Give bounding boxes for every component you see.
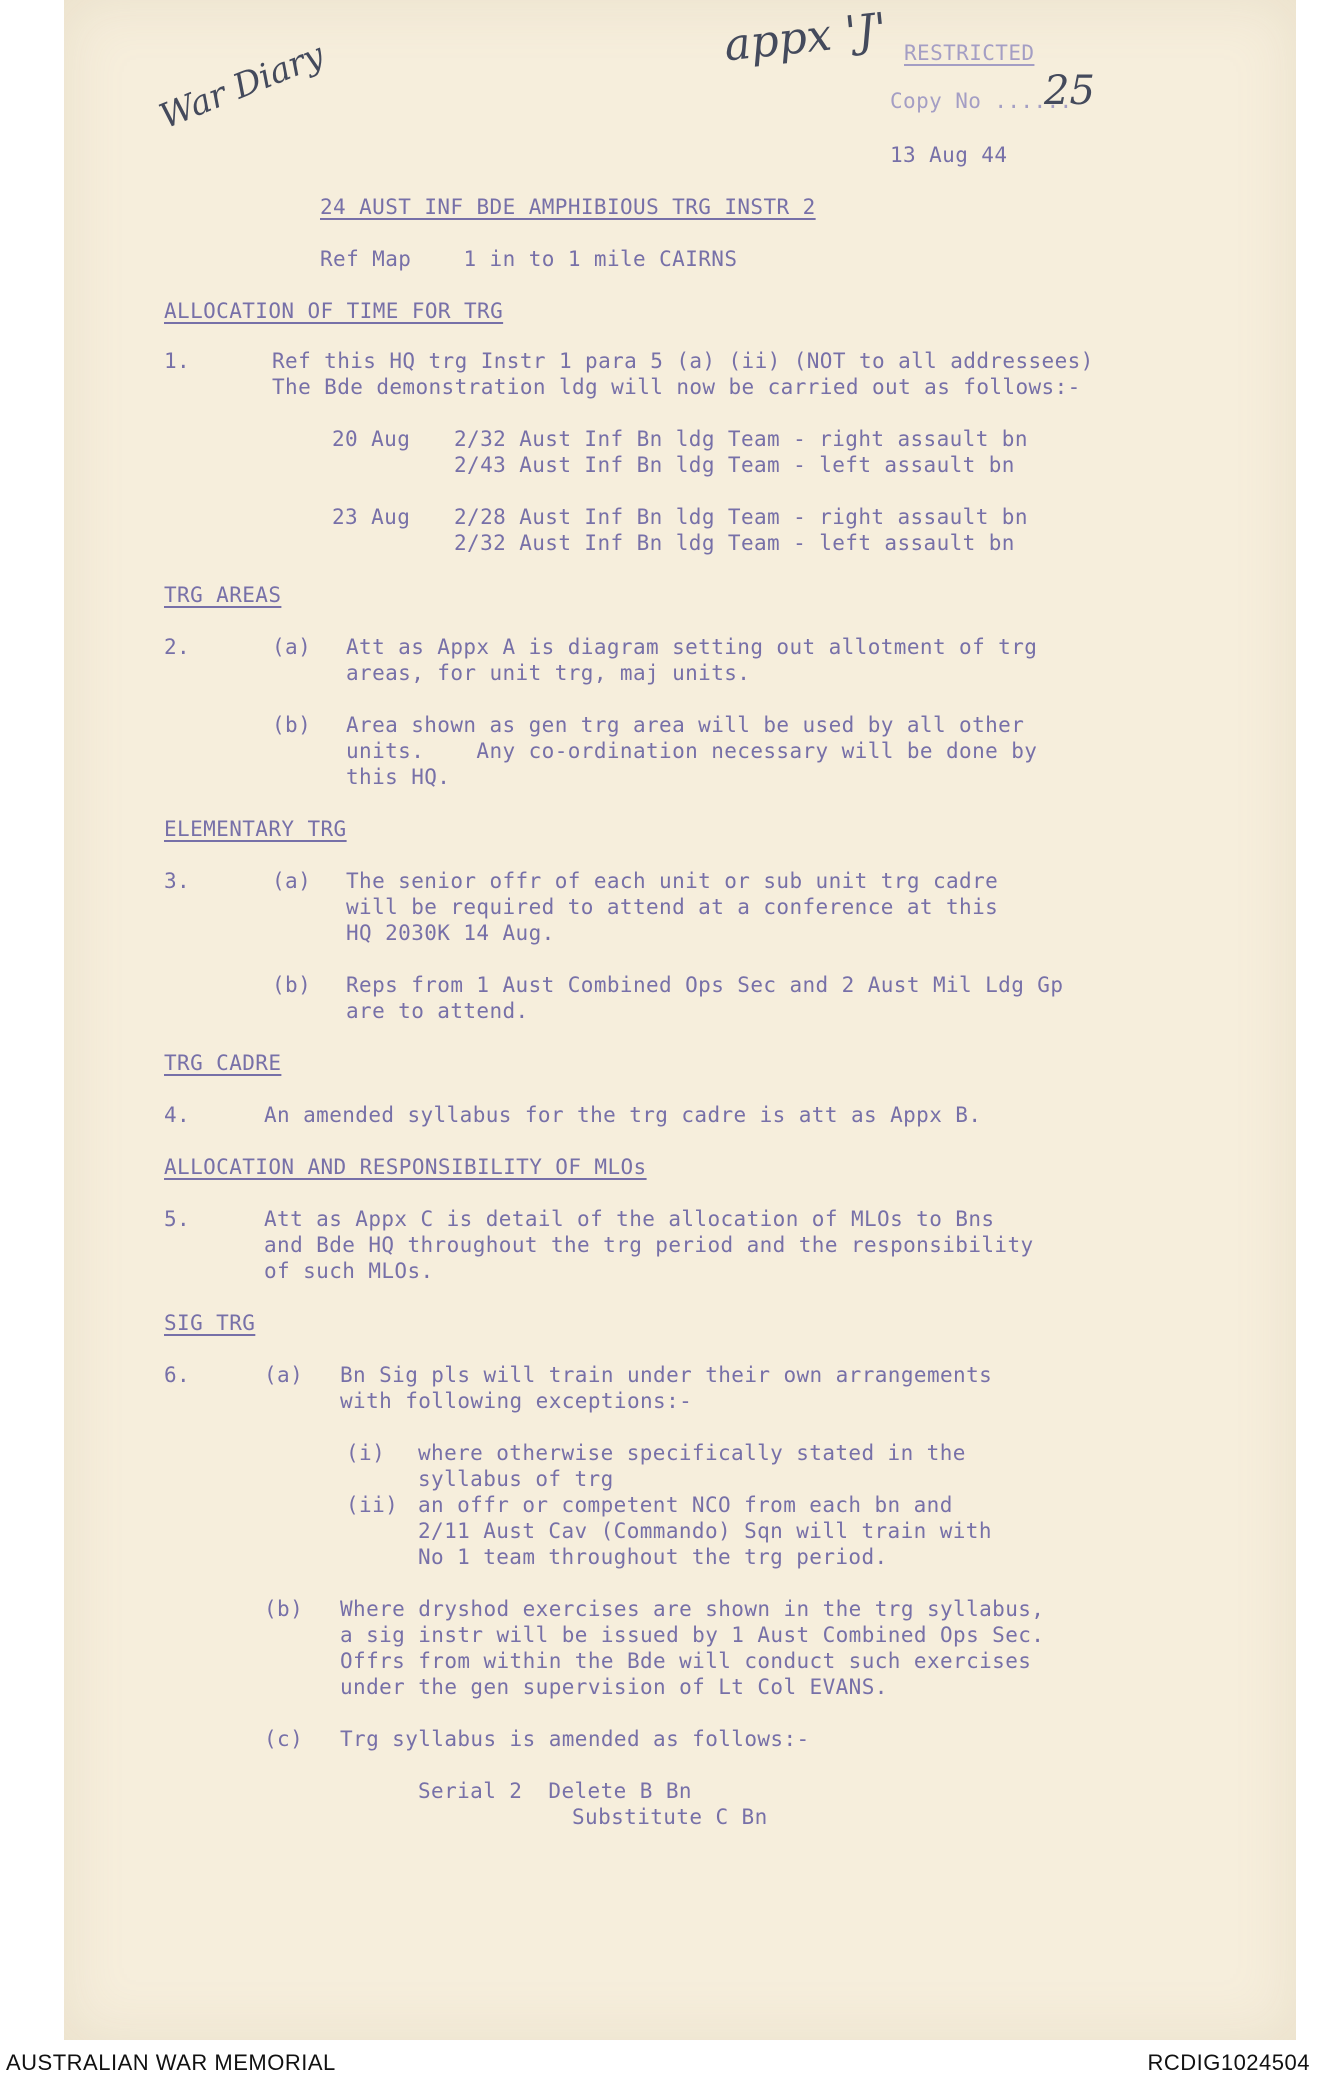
sub-sub-para-label: (i) [346, 1441, 386, 1465]
para-text: Serial 2 Delete B Bn [418, 1779, 692, 1803]
para-text: with following exceptions:- [340, 1389, 693, 1413]
para-text: are to attend. [346, 999, 529, 1023]
para-text: Bn Sig pls will train under their own arrangements [340, 1363, 993, 1387]
para-text: of such MLOs. [264, 1259, 434, 1283]
para-text: this HQ. [346, 765, 451, 789]
para-text: an offr or competent NCO from each bn and [418, 1493, 953, 1517]
schedule-date: 23 Aug [332, 505, 411, 529]
para-text: Offrs from within the Bde will conduct such exercises [340, 1649, 1032, 1673]
para-text: The Bde demonstration ldg will now be carried out as follows:- [272, 375, 1081, 399]
footer-institution: AUSTRALIAN WAR MEMORIAL [6, 2050, 336, 2075]
document-page [64, 0, 1296, 2040]
para-text: No 1 team throughout the trg period. [418, 1545, 888, 1569]
para-text: Att as Appx A is diagram setting out allotment of trg [346, 635, 1038, 659]
para-text: Att as Appx C is detail of the allocation of MLOs to Bns [264, 1207, 995, 1231]
para-text: units. Any co-ordination necessary will be done by [346, 739, 1038, 763]
section-heading-allocation-mlos: ALLOCATION AND RESPONSIBILITY OF MLOs [164, 1155, 647, 1179]
section-heading-trg-cadre: TRG CADRE [164, 1051, 282, 1075]
para-text: will be required to attend at a conference at this [346, 895, 999, 919]
reference-map: Ref Map 1 in to 1 mile CAIRNS [320, 247, 738, 271]
para-text: The senior offr of each unit or sub unit trg cadre [346, 869, 999, 893]
schedule-date: 20 Aug [332, 427, 411, 451]
para-number: 5. [164, 1207, 191, 1231]
para-text: Reps from 1 Aust Combined Ops Sec and 2 Aust Mil Ldg Gp [346, 973, 1064, 997]
para-number: 1. [164, 349, 191, 373]
para-text: Area shown as gen trg area will be used by all other [346, 713, 1025, 737]
para-text: syllabus of trg [418, 1467, 614, 1491]
schedule-entry: 2/43 Aust Inf Bn ldg Team - left assault bn [454, 453, 1015, 477]
sub-para-label: (b) [264, 1597, 304, 1621]
para-text: An amended syllabus for the trg cadre is att as Appx B. [264, 1103, 982, 1127]
para-text: areas, for unit trg, maj units. [346, 661, 751, 685]
archive-footer [0, 2040, 1318, 2082]
para-text: Ref this HQ trg Instr 1 para 5 (a) (ii) (NOT to all addressees) [272, 349, 1094, 373]
para-text: a sig instr will be issued by 1 Aust Combined Ops Sec. [340, 1623, 1045, 1647]
para-text: where otherwise specifically stated in the [418, 1441, 966, 1465]
para-text: 2/11 Aust Cav (Commando) Sqn will train with [418, 1519, 992, 1543]
sub-para-label: (a) [272, 635, 312, 659]
schedule-entry: 2/32 Aust Inf Bn ldg Team - left assault bn [454, 531, 1015, 555]
sub-para-label: (a) [272, 869, 312, 893]
sub-para-label: (b) [272, 973, 312, 997]
para-number: 3. [164, 869, 191, 893]
para-text: Trg syllabus is amended as follows:- [340, 1727, 810, 1751]
section-heading-elementary-trg: ELEMENTARY TRG [164, 817, 347, 841]
para-number: 6. [164, 1363, 191, 1387]
sub-sub-para-label: (ii) [346, 1493, 399, 1517]
para-text: under the gen supervision of Lt Col EVANS. [340, 1675, 888, 1699]
para-text: and Bde HQ throughout the trg period and the responsibility [264, 1233, 1034, 1257]
section-heading-allocation-of-time: ALLOCATION OF TIME FOR TRG [164, 299, 504, 323]
sub-para-label: (a) [264, 1363, 304, 1387]
schedule-entry: 2/28 Aust Inf Bn ldg Team - right assault bn [454, 505, 1028, 529]
document-date: 13 Aug 44 [890, 143, 1008, 167]
handwritten-page-number: 25 [1044, 68, 1095, 114]
sub-para-label: (c) [264, 1727, 304, 1751]
sub-para-label: (b) [272, 713, 312, 737]
para-number: 2. [164, 635, 191, 659]
document-title: 24 AUST INF BDE AMPHIBIOUS TRG INSTR 2 [320, 195, 816, 219]
handwritten-appendix-label: appx 'J' [721, 3, 890, 72]
copy-number: Copy No ...... [890, 89, 1073, 113]
para-text: Substitute C Bn [572, 1805, 768, 1829]
section-heading-sig-trg: SIG TRG [164, 1311, 256, 1335]
handwritten-war-diary: War Diary [154, 35, 330, 138]
para-text: HQ 2030K 14 Aug. [346, 921, 555, 945]
footer-record-id: RCDIG1024504 [1147, 2050, 1310, 2075]
para-number: 4. [164, 1103, 191, 1127]
restricted-stamp: RESTRICTED [904, 41, 1035, 65]
schedule-entry: 2/32 Aust Inf Bn ldg Team - right assault bn [454, 427, 1028, 451]
para-text: Where dryshod exercises are shown in the trg syllabus, [340, 1597, 1045, 1621]
section-heading-trg-areas: TRG AREAS [164, 583, 282, 607]
